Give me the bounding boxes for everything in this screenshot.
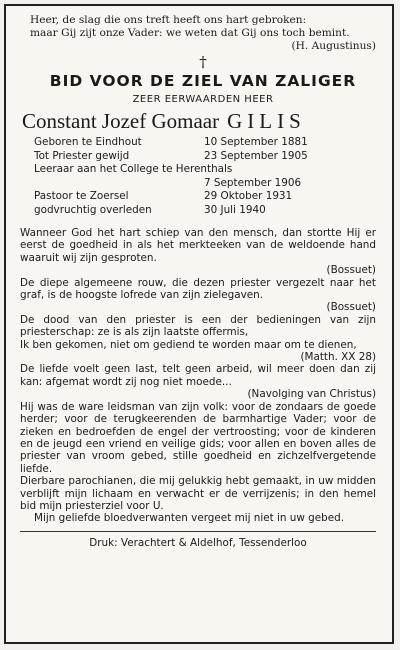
paragraph: De liefde voelt geen last, telt geen arbeid, wil meer doen dan zij kan: afgemat wordt zij nog niet moede... (20, 363, 376, 388)
cross-icon: † (199, 53, 207, 71)
paragraph: Hij was de ware leidsman van zijn volk: voor de zondaars de goede herder; voor de terugkeerenden de barmhartige Vader; voor de zieken en bedroefden de engel der vertroosting; voor de kinderen en de jeugd een vriend en veilige gids; voor allen en boven alles de priester van vroom gebed, stille goedheid en zichzelfvergetende liefde. (20, 400, 376, 475)
fact-row (34, 150, 354, 164)
paragraph: De dood van den priester is een der bedieningen van zijn priesterschap: ze is als zijn laatste offermis, (20, 313, 376, 339)
fact-label: Geboren te Eindhout (34, 136, 142, 148)
fact-label: godvruchtig overleden (34, 203, 152, 216)
surname: GILIS (227, 109, 306, 133)
fact-row (34, 163, 354, 177)
paragraph-source: (Bossuet) (326, 264, 376, 277)
fact-label: Tot Priester gewijd (34, 149, 130, 162)
fact-row (34, 190, 354, 204)
memorial-card (4, 4, 394, 644)
fact-row (34, 204, 354, 218)
paragraph-source: (Navolging van Christus) (247, 388, 376, 401)
biographical-facts (34, 136, 354, 217)
fact-row (34, 177, 354, 191)
opening-quote-source: (H. Augustinus) (291, 40, 376, 52)
opening-quote-line-1: Heer, de slag die ons treft heeft ons hart gebroken: (30, 14, 307, 26)
fact-value: 30 Juli 1940 (204, 203, 266, 216)
fact-label: Pastoor te Zoersel (34, 190, 129, 202)
paragraph: Ik ben gekomen, niet om gediend te worden maar om te dienen, (20, 338, 357, 351)
prayer-title: BID VOOR DE ZIEL VAN ZALIGER (49, 72, 357, 90)
fact-row (34, 136, 354, 150)
honorific-subtitle: ZEER EERWAARDEN HEER (132, 94, 274, 105)
fact-value: 23 September 1905 (204, 149, 308, 162)
paragraph: Mijn geliefde bloedverwanten vergeet mij niet in uw gebed. (34, 512, 345, 525)
paragraph: Dierbare parochianen, die mij gelukkig hebt gemaakt, in uw midden verblijft mijn lichaam en verwacht er de verrijzenis; in den hemel bid mijn priesterziel voor U. (20, 475, 376, 512)
paragraph: Wanneer God het hart schiep van den mensch, dan stortte Hij er eerst de goedheid in als het merkteeken van de weldoende hand waaruit wij zijn gesproten. (20, 227, 376, 264)
card-content (20, 14, 376, 549)
fact-label (34, 177, 204, 191)
fact-value: 10 September 1881 (204, 136, 308, 148)
paragraph-source: (Bossuet) (326, 301, 376, 314)
opening-quote (30, 14, 376, 40)
opening-quote-line-2: maar Gij zijt onze Vader: we weten dat Gij ons toch bemint. (30, 27, 350, 39)
fact-value: 29 Oktober 1931 (204, 190, 293, 202)
memorial-text (20, 227, 376, 549)
fact-label: Leeraar aan het College te Herenthals (34, 163, 233, 175)
deceased-name (22, 108, 376, 134)
divider (20, 531, 376, 532)
printer-credit: Druk: Verachtert & Aldelhof, Tessenderloo (89, 536, 307, 549)
fact-value: 7 September 1906 (204, 176, 302, 189)
given-names: Constant Jozef Gomaar (22, 109, 220, 133)
paragraph-source: (Matth. XX 28) (300, 351, 376, 364)
paragraph: De diepe algemeene rouw, die dezen priester vergezelt naar het graf, is de hoogste lofrede van zijn zielegaven. (20, 276, 376, 302)
